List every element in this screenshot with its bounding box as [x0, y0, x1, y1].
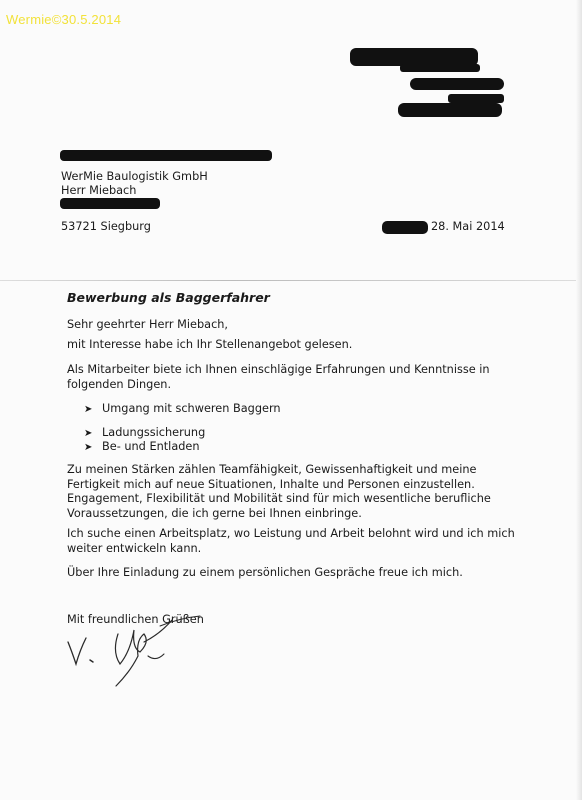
redaction-bar	[382, 221, 428, 234]
list-item-label: Ladungssicherung	[102, 426, 206, 439]
experience-line: Als Mitarbeiter biete ich Ihnen einschlägige Erfahrungen und Kenntnisse in	[67, 363, 490, 376]
recipient-company: WerMie Baulogistik GmbH	[61, 170, 208, 183]
strengths-line: Engagement, Flexibilität und Mobilität sind für mich wesentliche berufliche	[67, 492, 491, 506]
letter-subject: Bewerbung als Baggerfahrer	[67, 290, 270, 305]
recipient-name: Herr Miebach	[61, 184, 137, 197]
redaction-bar	[60, 198, 160, 209]
strengths-paragraph	[67, 463, 507, 521]
redaction-bar	[398, 103, 502, 117]
strengths-line: Fertigkeit mich auf neue Situationen, Inhalte und Personen einzustellen.	[67, 477, 475, 491]
watermark: Wermie©30.5.2014	[6, 12, 122, 27]
list-item-label: Umgang mit schweren Baggern	[102, 402, 281, 415]
fold-line	[0, 280, 582, 281]
list-item	[84, 426, 205, 441]
redaction-bar	[400, 64, 480, 72]
workplace-line: weiter entwickeln kann.	[67, 541, 202, 555]
workplace-paragraph	[67, 527, 515, 556]
redaction-bar	[60, 150, 272, 161]
letter-date: 28. Mai 2014	[431, 220, 505, 233]
recipient-city: 53721 Siegburg	[61, 220, 151, 233]
strengths-line: Zu meinen Stärken zählen Teamfähigkeit, Gewissenhaftigkeit und meine	[67, 463, 477, 476]
closing-greeting: Mit freundlichen Grüßen	[67, 613, 204, 626]
redaction-bar	[410, 78, 504, 90]
redaction-bar	[448, 94, 504, 103]
scan-edge-shadow	[576, 0, 582, 800]
experience-paragraph	[67, 363, 507, 392]
list-item	[84, 402, 281, 417]
arrow-bullet-icon: ➤	[84, 442, 93, 453]
workplace-line: Ich suche einen Arbeitsplatz, wo Leistung und Arbeit belohnt wird und ich mich	[67, 527, 515, 540]
interview-text: Über Ihre Einladung zu einem persönlichen Gespräche freue ich mich.	[67, 566, 463, 579]
list-item-label: Be- und Entladen	[102, 440, 200, 453]
strengths-line: Voraussetzungen, die ich gerne bei Ihnen einbringe.	[67, 506, 362, 520]
intro-text: mit Interesse habe ich Ihr Stellenangebot gelesen.	[67, 338, 353, 351]
arrow-bullet-icon: ➤	[84, 404, 93, 415]
experience-line: folgenden Dingen.	[67, 377, 172, 391]
list-item	[84, 440, 200, 455]
handwritten-signature	[60, 612, 210, 702]
arrow-bullet-icon: ➤	[84, 428, 93, 439]
salutation: Sehr geehrter Herr Miebach,	[67, 318, 229, 331]
